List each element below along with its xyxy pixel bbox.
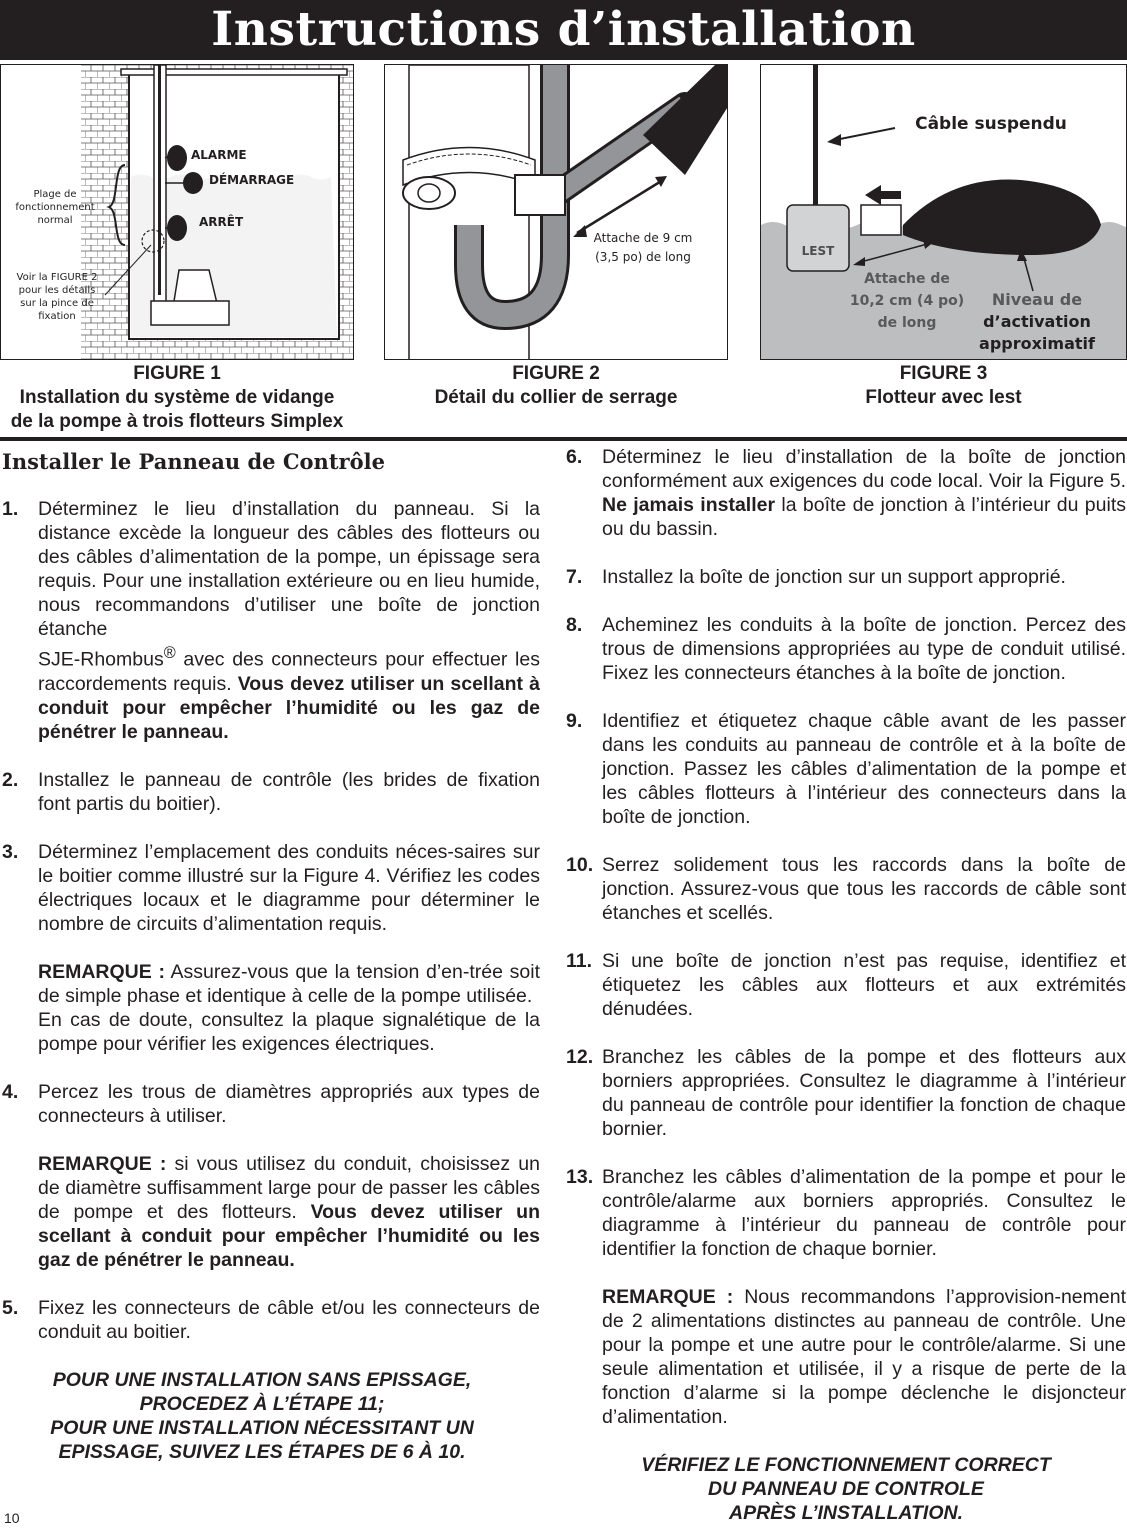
final-line: POUR UNE INSTALLATION SANS EPISSAGE, bbox=[52, 1368, 472, 1391]
note-label: REMARQUE : bbox=[602, 1286, 734, 1308]
step-text: Branchez les câbles d’alimentation de la pompe et pour le contrôle/alarme aux borniers appropriés. Consultez le diagramme à l’intérieur du panneau de contrôle pour identifier la fonction de chaque bornier. bbox=[602, 1166, 1126, 1260]
section-title: Installer le Panneau de Contrôle bbox=[2, 449, 385, 474]
step-warning: Vous devez utiliser un scellant à conduit pour empêcher l’humidité ou les gaz de pénétrer le panneau. bbox=[38, 672, 540, 743]
label-range-line1: Plage de bbox=[33, 189, 77, 200]
step-note bbox=[38, 1152, 540, 1272]
figure-2-caption-title: FIGURE 2 bbox=[512, 363, 600, 384]
step-text bbox=[602, 445, 1126, 541]
step-number: 3. bbox=[2, 840, 19, 863]
step-number: 7. bbox=[566, 566, 583, 588]
figure-1 bbox=[0, 64, 354, 360]
note-text: Nous recommandons l’approvision-nement de 2 alimentations distinctes au panneau de contrôle. Une pour la pompe et une autre pour le contrôle/alarme. Si une seule alimentation et utilisée, il y a risque de perte de la fonction d’alarme si la pompe déclenche le disjoncteur d’alimentation. bbox=[602, 1286, 1126, 1428]
figure-3-caption-title: FIGURE 3 bbox=[899, 363, 988, 384]
label-note-line3: sur la pince de bbox=[20, 298, 94, 309]
step-number: 11. bbox=[566, 950, 593, 972]
step-text-part: Déterminez le lieu d’installation de la boîte de jonction conformément aux exigences du code local. Voir la Figure 5. bbox=[602, 446, 1126, 492]
label-stop: ARRÊT bbox=[199, 215, 244, 229]
label-length-line1: Attache de 9 cm bbox=[593, 231, 693, 245]
step-6 bbox=[566, 445, 1126, 541]
step-text: Installez le panneau de contrôle (les brides de fixation font partis du boitier). bbox=[38, 768, 540, 815]
brand-name: SJE-Rhombus bbox=[38, 648, 164, 671]
step-13 bbox=[566, 1165, 1126, 1429]
figure-2-caption-line1: Détail du collier de serrage bbox=[434, 387, 678, 408]
step-number: 8. bbox=[566, 614, 583, 636]
figure-3 bbox=[760, 64, 1127, 360]
step-5 bbox=[2, 1296, 540, 1344]
label-length-line2: (3,5 po) de long bbox=[595, 250, 691, 264]
left-column bbox=[2, 497, 540, 1464]
note-text: Assurez-vous que la tension d’en-trée soit de simple phase et identique à celle de la pompe utilisée. bbox=[38, 960, 540, 1007]
label-tether-line2: 10,2 cm (4 po) bbox=[849, 293, 965, 309]
step-warning: Vous devez utiliser un scellant à conduit pour empêcher l’humidité ou les gaz de pénétrer le panneau. bbox=[38, 1200, 541, 1271]
label-level-line3: approximatif bbox=[979, 334, 1095, 353]
step-number: 1. bbox=[2, 498, 19, 520]
final-line: PROCEDEZ À L’ÉTAPE 11; bbox=[139, 1392, 385, 1415]
step-8 bbox=[566, 613, 1126, 685]
label-level-line2: d’activation bbox=[983, 312, 1091, 331]
step-note bbox=[602, 1285, 1126, 1429]
step-1 bbox=[2, 497, 540, 744]
section-divider bbox=[0, 437, 1127, 441]
step-number: 9. bbox=[566, 710, 583, 732]
final-line: VÉRIFIEZ LE FONCTIONNEMENT CORRECT bbox=[641, 1454, 1051, 1476]
figure-2-illustration bbox=[385, 65, 728, 360]
step-3 bbox=[2, 840, 540, 1056]
step-text bbox=[38, 497, 540, 744]
step-text: Fixez les connecteurs de câble et/ou les connecteurs de conduit au boitier. bbox=[38, 1296, 540, 1343]
step-note-extra: En cas de doute, consultez la plaque signalétique de la pompe pour vérifier les exigences électriques. bbox=[38, 1008, 540, 1055]
step-4 bbox=[2, 1080, 540, 1272]
label-range-line2: fonctionnement bbox=[15, 202, 95, 213]
step-9 bbox=[566, 709, 1126, 829]
step-number: 13. bbox=[566, 1166, 594, 1188]
final-line: POUR UNE INSTALLATION NÉCESSITANT UN bbox=[50, 1416, 474, 1439]
step-text: Déterminez l’emplacement des conduits néces-saires sur le boitier comme illustré sur la Figure 4. Vérifiez les codes électriques locaux et le diagramme pour déterminer le nombre de circuits d’alimentation requis. bbox=[38, 840, 540, 935]
label-alarm: ALARME bbox=[191, 148, 247, 162]
figure-2 bbox=[384, 64, 728, 360]
step-text-part: Déterminez le lieu d’installation du panneau. Si la distance excède la longueur des câbles des flotteurs ou des câbles d’alimentation de la pompe, un épissage sera requis. Pour une installation extérieure ou en lieu humide, nous recommandons d’utiliser une boîte de jonction étanche bbox=[38, 498, 540, 640]
step-text: Si une boîte de jonction n’est pas requise, identifiez et étiquetez les câbles aux flotteurs et aux extrémités dénudées. bbox=[602, 950, 1126, 1020]
step-number: 12. bbox=[566, 1046, 594, 1068]
note-label: REMARQUE : bbox=[38, 1152, 167, 1175]
figure-1-illustration bbox=[1, 65, 354, 360]
step-text: Serrez solidement tous les raccords dans la boîte de jonction. Assurez-vous que tous les raccords de câble sont étanches et scellés. bbox=[602, 854, 1126, 924]
page-title: Instructions d’installation bbox=[211, 2, 916, 57]
label-cable: Câble suspendu bbox=[915, 114, 1067, 134]
label-weight: LEST bbox=[801, 244, 835, 258]
step-7 bbox=[566, 565, 1126, 589]
right-column bbox=[566, 445, 1126, 1525]
page-header bbox=[0, 0, 1127, 60]
step-warning: Ne jamais installer bbox=[602, 494, 776, 516]
figure-1-caption-line1: Installation du système de vidange bbox=[19, 387, 335, 408]
figure-3-caption bbox=[760, 362, 1127, 410]
step-10 bbox=[566, 853, 1126, 925]
step-text-part: la boîte de jonction à l’intérieur du puits ou du bassin. bbox=[602, 494, 1126, 540]
label-note-line2: pour les détails bbox=[18, 285, 96, 296]
step-11 bbox=[566, 949, 1126, 1021]
final-line: DU PANNEAU DE CONTROLE bbox=[708, 1478, 984, 1500]
figure-3-illustration bbox=[761, 65, 1127, 360]
page-number: 10 bbox=[4, 1510, 20, 1526]
label-tether-line3: de long bbox=[877, 315, 937, 331]
step-2 bbox=[2, 768, 540, 816]
figure-1-caption-title: FIGURE 1 bbox=[133, 363, 221, 384]
note-label: REMARQUE : bbox=[38, 960, 165, 983]
step-number: 6. bbox=[566, 446, 583, 468]
label-range-line3: normal bbox=[37, 215, 73, 226]
label-note-line4: fixation bbox=[38, 311, 76, 322]
step-number: 10. bbox=[566, 854, 594, 876]
step-text: Installez la boîte de jonction sur un support approprié. bbox=[602, 566, 1066, 588]
step-text: Identifiez et étiquetez chaque câble avant de les passer dans les conduits au panneau de contrôle et à la boîte de jonction. Passez les câbles d’alimentation de la pompe et les câbles flotteurs à l’intérieur des connecteurs dans la boîte de jonction. bbox=[602, 710, 1126, 828]
label-tether-line1: Attache de bbox=[864, 271, 950, 287]
figure-2-caption bbox=[384, 362, 728, 410]
note-text: si vous utilisez du conduit, choisissez un de diamètre suffisamment large pour de passer les câbles de pompe et des flotteurs. bbox=[38, 1152, 540, 1223]
figure-1-caption bbox=[0, 362, 354, 434]
step-text: Acheminez les conduits à la boîte de jonction. Percez des trous de dimensions appropriées au type de conduit utilisé. Fixez les connecteurs étanches à la boîte de jonction. bbox=[602, 614, 1126, 684]
label-note-line1: Voir la FIGURE 2 bbox=[16, 272, 98, 283]
step-number: 5. bbox=[2, 1296, 19, 1319]
label-start: DÉMARRAGE bbox=[209, 173, 295, 187]
step-12 bbox=[566, 1045, 1126, 1141]
step-note bbox=[38, 960, 540, 1008]
right-final-instruction bbox=[566, 1453, 1126, 1525]
step-number: 2. bbox=[2, 768, 19, 791]
step-number: 4. bbox=[2, 1080, 19, 1103]
figure-3-caption-line1: Flotteur avec lest bbox=[865, 387, 1022, 408]
label-level-line1: Niveau de bbox=[991, 290, 1083, 309]
step-text: Percez les trous de diamètres appropriés aux types de connecteurs à utiliser. bbox=[38, 1080, 540, 1127]
left-final-instruction bbox=[2, 1368, 522, 1464]
step-text-part: avec des connecteurs pour effectuer les raccordements requis. bbox=[38, 648, 540, 695]
figure-1-caption-line2: de la pompe à trois flotteurs Simplex bbox=[10, 411, 344, 432]
step-text: Branchez les câbles de la pompe et des flotteurs aux borniers appropriées. Consultez le diagramme à l’intérieur du panneau de contrôle pour identifier la fonction de chaque bornier. bbox=[602, 1046, 1126, 1140]
final-line: EPISSAGE, SUIVEZ LES ÉTAPES DE 6 À 10. bbox=[58, 1440, 466, 1463]
registered-mark: ® bbox=[163, 644, 176, 662]
final-line: APRÈS L’INSTALLATION. bbox=[729, 1502, 963, 1524]
